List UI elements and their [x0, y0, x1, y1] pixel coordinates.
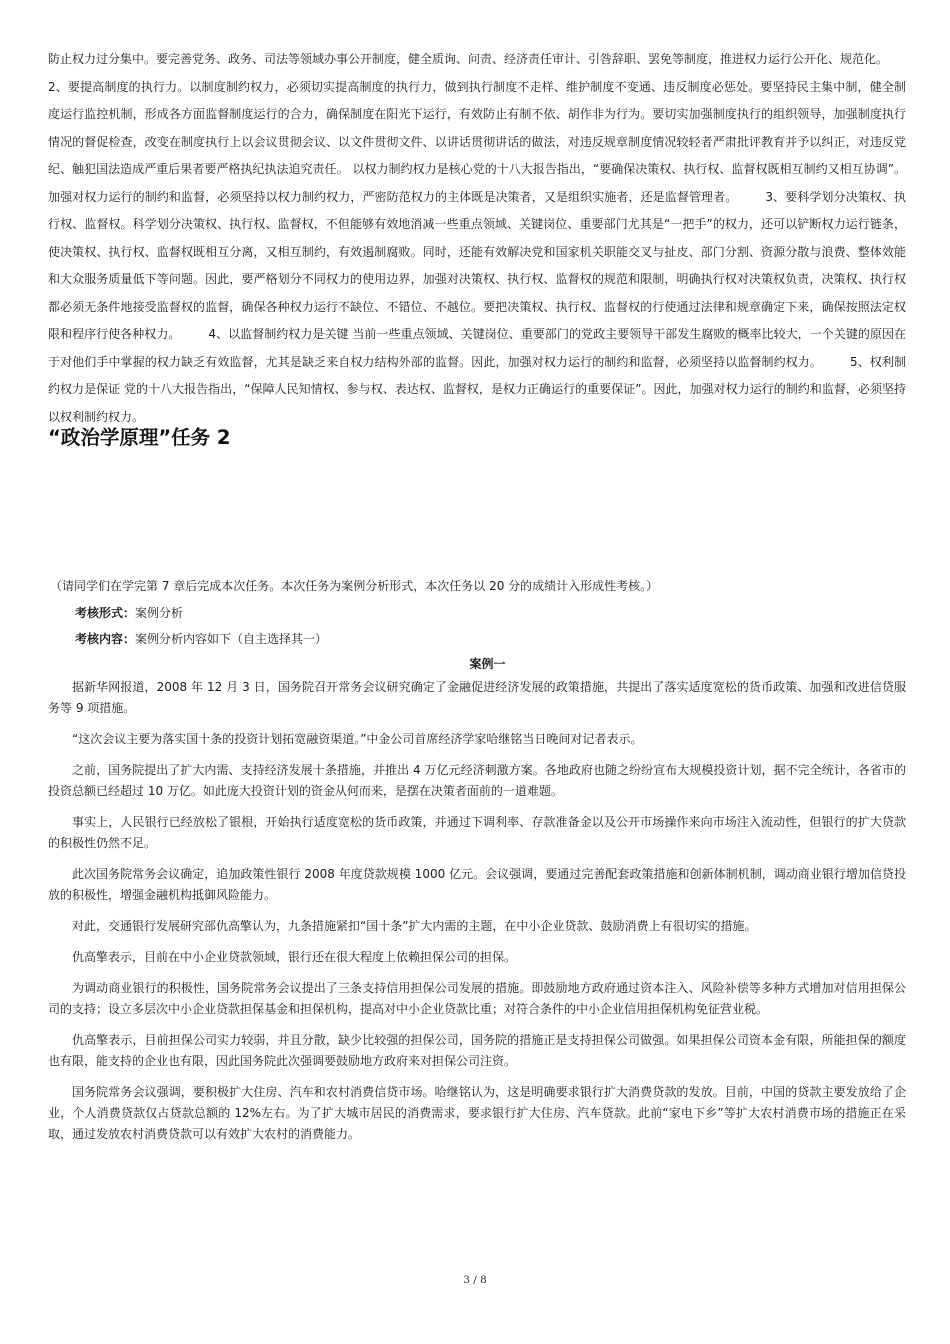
case-paragraph: 仇高擎表示，目前在中小企业贷款领域，银行还在很大程度上依赖担保公司的担保。	[72, 950, 517, 964]
assessment-form	[75, 603, 183, 623]
case-paragraph: 之前，国务院提出了扩大内需、支持经济发展十条措施，并推出 4 万亿元经济刺激方案。各地政府也随之纷纷宣布大规模投资计划，据不完全统计，各省市的投资总额已经超过 10 万亿。如此庞大投资计划的资金从何而来，是摆在决策者面前的一道难题。	[48, 763, 906, 798]
case-body	[48, 677, 906, 1155]
assessment-form-label: 考核形式：	[75, 606, 136, 620]
assessment-content	[75, 629, 327, 649]
top-paragraph-3: 3、要科学划分决策权、执行权、监督权。科学划分决策权、执行权、监督权，不但能够有效地消减一些重点领域、关键岗位、重要部门尤其是“一把手”的权力，还可以铲断权力运行链条，使决策权、执行权、监督权既相互分离，又相互制约，有效遏制腐败。同时，还能有效解决党和国家机关职能交叉与扯皮、部门分割、资源分散与浪费、整体效能和大众服务质量低下等问题。因此，要严格划分不同权力的使用边界，加强对决策权、执行权、监督权的规范和限制，明确执行权对决策权负责，决策权、执行权都必须无条件地接受监督权的监督，确保各种权力运行不缺位、不错位、不越位。要把决策权、执行权、监督权的行使通过法律和规章确定下来，确保按照法定权限和程序行使各种权力。	[48, 189, 906, 341]
case-paragraph: 对此，交通银行发展研究部仇高擎认为，九条措施紧扣“国十条”扩大内需的主题，在中小企业贷款、鼓励消费上有很切实的措施。	[72, 919, 757, 933]
case-paragraph: 为调动商业银行的积极性，国务院常务会议提出了三条支持信用担保公司发展的措施。即鼓励地方政府通过资本注入、风险补偿等多种方式增加对信用担保公司的支持；设立多层次中小企业贷款担保基金和担保机构，提高对中小企业贷款比重；对符合条件的中小企业信用担保机构免征营业税。	[48, 981, 906, 1016]
top-paragraph-4: 4、以监督制约权力是关键 当前一些重点领域、关键岗位、重要部门的党政主要领导干部发生腐败的概率比较大，一个关键的原因在于对他们手中掌握的权力缺乏有效监督，尤其是缺乏来自权力结构外部的监督。因此，加强对权力运行的制约和监督，必须坚持以监督制约权力。	[48, 327, 906, 369]
case-paragraph: 仇高擎表示，目前担保公司实力较弱，并且分散，缺少比较强的担保公司，国务院的措施正是支持担保公司做强。如果担保公司资本金有限，所能担保的额度也有限，能支持的企业也有限，因此国务院此次强调要鼓励地方政府来对担保公司注资。	[48, 1033, 906, 1068]
top-paragraph-2: 2、要提高制度的执行力。以制度制约权力，必须切实提高制度的执行力，做到执行制度不走样、维护制度不变通、违反制度必惩处。要坚持民主集中制，健全制度运行监控机制，形成各方面监督制度运行的合力，确保制度在阳光下运行，有效防止有制不依、胡作非为行为。要切实加强制度执行的组织领导，加强制度执行情况的督促检查，改变在制度执行上以会议贯彻会议、以文件贯彻文件、以讲话贯彻讲话的做法，对违反规章制度情况较轻者严肃批评教育并予以纠正，对违反党纪、触犯国法造成严重后果者要严格执纪执法追究责任。 以权力制约权力是核心党的十八大报告指出，“要确保决策权、执行权、监督权既相互制约又相互协调”。加强对权力运行的制约和监督，必须坚持以权力制约权力，严密防范权力的主体既是决策者，又是组织实施者，还是监督管理者。	[48, 79, 906, 204]
task-title: “政治学原理”任务 2	[48, 426, 231, 449]
case-paragraph: 国务院常务会议强调，要积极扩大住房、汽车和农村消费信贷市场。哈继铭认为，这是明确要求银行扩大消费贷款的发放。目前，中国的贷款主要发放给了企业，个人消费贷款仅占贷款总额的 12%左右。为了扩大城市居民的消费需求，要求银行扩大住房、汽车贷款。此前“家电下乡”等扩大农村消费市场的措施正在采取，通过发放农村消费贷款可以有效扩大农村的消费能力。	[48, 1085, 906, 1141]
top-paragraph-1: 防止权力过分集中。要完善党务、政务、司法等领域办事公开制度，健全质询、问责、经济责任审计、引咎辞职、罢免等制度，推进权力运行公开化、规范化。	[48, 52, 889, 66]
assessment-content-label: 考核内容：	[75, 632, 136, 646]
task-note: （请同学们在学完第 7 章后完成本次任务。本次任务为案例分析形式，本次任务以 20 分的成绩计入形成性考核。）	[50, 579, 659, 593]
assessment-form-value: 案例分析	[135, 606, 184, 620]
case-paragraph: 据新华网报道，2008 年 12 月 3 日，国务院召开常务会议研究确定了金融促进经济发展的政策措施，共提出了落实适度宽松的货币政策、加强和改进信贷服务等 9 项措施。	[48, 680, 906, 715]
page-number: 3 / 8	[463, 1274, 487, 1286]
top-text-block	[48, 46, 906, 431]
case-heading: 案例一	[469, 657, 506, 671]
assessment-content-value: 案例分析内容如下（自主选择其一）	[135, 632, 328, 646]
top-paragraph-5: 5、权利制约权力是保证 党的十八大报告指出，“保障人民知情权、参与权、表达权、监督权，是权力正确运行的重要保证”。因此，加强对权力运行的制约和监督，必须坚持以权利制约权力。	[48, 354, 906, 424]
case-paragraph: 此次国务院常务会议确定，追加政策性银行 2008 年度贷款规模 1000 亿元。会议强调，要通过完善配套政策措施和创新体制机制，调动商业银行增加信贷投放的积极性，增强金融机构抵御风险能力。	[48, 867, 906, 902]
case-paragraph: 事实上，人民银行已经放松了银根，开始执行适度宽松的货币政策，并通过下调利率、存款准备金以及公开市场操作来向市场注入流动性，但银行的扩大贷款的积极性仍然不足。	[48, 815, 906, 850]
case-paragraph: “这次会议主要为落实国十条的投资计划拓宽融资渠道。”中金公司首席经济学家哈继铭当日晚间对记者表示。	[72, 732, 643, 746]
